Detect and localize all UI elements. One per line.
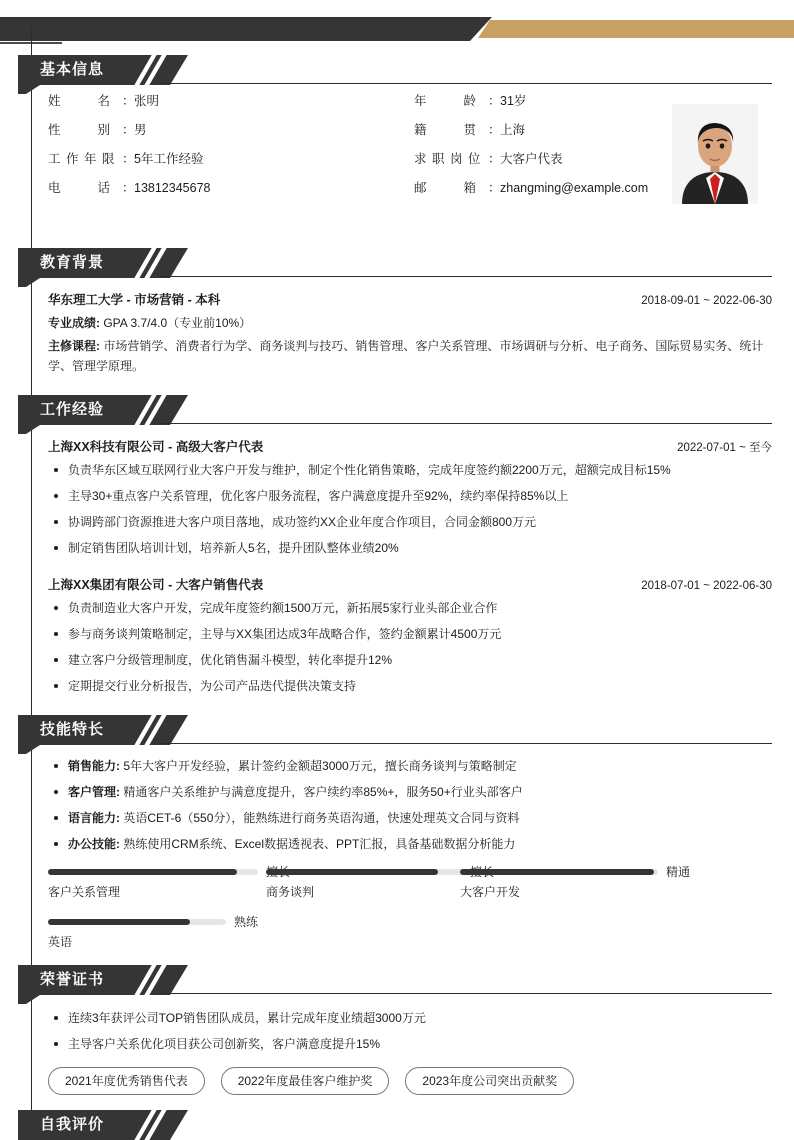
info-row [414,180,648,196]
list-item: 制定销售团队培训计划，培养新人5名，提升团队整体业绩20% [48,535,772,561]
list-item [48,831,772,857]
work-entry [48,437,772,561]
skills-list [48,753,772,857]
section-header-basic [0,55,794,85]
info-row [414,93,526,109]
info-label: 邮 箱 [414,181,481,195]
skill-bar-track [48,919,226,925]
info-colon: ： [488,123,501,137]
skill-bar-fill [460,869,654,875]
education-gpa-value: GPA 3.7/4.0（专业前10%） [103,316,252,330]
section-rule [160,276,772,277]
list-item: 协调跨部门资源推进大客户项目落地，成功签约XX企业年度合作项目，合同金额800万元 [48,509,772,535]
skill-bar-row [48,915,259,949]
banner-gold-bar [478,20,794,38]
work-bullet-list [48,595,772,699]
education-gpa-row [48,313,772,333]
info-value-position: 大客户代表 [500,152,563,166]
section-honors [0,965,794,1088]
section-skills [0,715,794,949]
skill-bar-track [48,869,258,875]
education-gpa-label: 专业成绩: [48,316,100,330]
education-courses-value: 市场营销学、消费者行为学、商务谈判与技巧、销售管理、客户关系管理、市场调研与分析、电子商务、国际贸易实务、统计学、管理学原理。 [48,339,764,373]
basic-info-grid [48,93,772,213]
portrait-photo-icon [672,104,758,204]
info-row [48,93,159,109]
info-label: 年 龄 [414,94,481,108]
skill-bar-name: 大客户开发 [460,885,521,899]
skill-bar-level: 精通 [666,865,691,879]
section-tab-tail [18,995,40,1004]
list-item: 负责华东区域互联网行业大客户开发与维护，制定个性化销售策略，完成年度签约额2200万元，超额完成目标15% [48,457,772,483]
info-value-hometown: 上海 [500,123,526,137]
section-header-honors [0,965,794,995]
info-row [48,151,203,167]
skills-body [48,753,772,967]
section-tab-tail [18,745,40,754]
skill-bars [48,865,772,967]
list-item [48,753,772,779]
list-item [48,805,772,831]
work-body [48,437,772,699]
section-education [0,248,794,373]
info-row [48,122,147,138]
skill-label: 办公技能: [68,837,120,851]
education-date: 2018-09-01 ~ 2022-06-30 [641,295,772,307]
education-courses-row [48,336,772,376]
skill-bar-fill [48,869,237,875]
list-item: 连续3年获评公司TOP销售团队成员，累计完成年度业绩超3000万元 [48,1005,772,1031]
basic-info-body [48,93,772,218]
info-value-experience: 5年工作经验 [134,152,204,166]
skill-bar-name: 客户关系管理 [48,885,121,899]
section-self-evaluation [0,1110,794,1140]
info-colon: ： [122,181,135,195]
info-colon: ： [122,123,135,137]
list-item: 主导客户关系优化项目获公司创新奖，客户满意度提升15% [48,1031,772,1057]
skill-bar-name: 英语 [48,935,73,949]
info-label: 求 职 岗 位 [414,152,482,166]
info-value-age: 31岁 [500,94,527,108]
info-row [414,122,525,138]
info-colon: ： [122,152,135,166]
list-item: 负责制造业大客户开发，完成年度签约额1500万元，新拓展5家行业头部企业合作 [48,595,772,621]
skill-bar-row [460,865,691,899]
honors-body [48,1005,772,1095]
list-item: 参与商务谈判策略制定，主导与XX集团达成3年战略合作，签约金额累计4500万元 [48,621,772,647]
honor-tag-group [48,1067,772,1095]
skill-bar-level: 熟练 [234,915,259,929]
list-item: 建立客户分级管理制度，优化销售漏斗模型，转化率提升12% [48,647,772,673]
info-label: 姓 名 [48,94,115,108]
info-row [414,151,563,167]
info-value-gender: 男 [134,123,147,137]
status-badge[interactable]: 2021年度优秀销售代表 [48,1067,205,1095]
work-entry-header [48,437,772,455]
skill-bar-row [48,869,258,899]
section-title: 自我评价 [40,1116,105,1133]
work-entry-header [48,575,772,593]
info-label: 电 话 [48,181,115,195]
info-label: 籍 贯 [414,123,481,137]
section-header-skills [0,715,794,745]
section-header-work [0,395,794,425]
section-rule [160,83,772,84]
section-rule [160,743,772,744]
skill-text: 5年大客户开发经验，累计签约金额超3000万元，擅长商务谈判与策略制定 [123,759,517,773]
info-colon: ： [488,181,501,195]
skill-bar-name: 商务谈判 [266,885,315,899]
skill-bar-track [266,869,462,875]
education-school: 华东理工大学 - 市场营销 - 本科 [48,293,221,307]
section-tab-tail [18,425,40,434]
work-title: 上海XX科技有限公司 - 高级大客户代表 [48,440,264,454]
list-item: 定期提交行业分析报告，为公司产品迭代提供决策支持 [48,673,772,699]
section-rule [160,993,772,994]
work-date: 2022-07-01 ~ 至今 [677,442,772,454]
work-date: 2018-07-01 ~ 2022-06-30 [641,580,772,592]
vertical-spine-line [31,27,32,1123]
top-banner [0,17,794,41]
info-colon: ： [488,94,501,108]
skill-bar-fill [48,919,190,925]
skill-label: 语言能力: [68,811,120,825]
skill-text: 英语CET-6（550分），能熟练进行商务英语沟通，快速处理英文合同与资料 [123,811,520,825]
work-entry [48,575,772,699]
education-courses-label: 主修课程: [48,339,100,353]
skill-label: 客户管理: [68,785,120,799]
education-entry-header [48,290,772,308]
info-value-phone: 13812345678 [134,181,211,195]
section-tab-tail [18,278,40,287]
section-title: 基本信息 [40,61,105,78]
status-badge[interactable]: 2022年度最佳客户维护奖 [221,1067,390,1095]
skill-bar-row [266,869,462,899]
work-title: 上海XX集团有限公司 - 大客户销售代表 [48,578,264,592]
list-item [48,779,772,805]
section-title: 技能特长 [40,721,105,738]
honors-list [48,1005,772,1057]
banner-dark-bar [0,17,492,41]
info-value-name: 张明 [134,94,160,108]
info-row [48,180,210,196]
skill-bar-fill [266,869,438,875]
section-tab-tail [18,85,40,94]
section-title: 荣誉证书 [40,971,105,988]
section-header-self-evaluation [0,1110,794,1140]
section-rule [160,423,772,424]
avatar [672,104,758,204]
skill-bar-track [460,869,658,875]
info-value-email: zhangming@example.com [500,181,649,195]
skill-text: 熟练使用CRM系统、Excel数据透视表、PPT汇报，具备基础数据分析能力 [123,837,516,851]
section-title: 教育背景 [40,254,105,271]
work-bullet-list [48,457,772,561]
list-item: 主导30+重点客户关系管理，优化客户服务流程，客户满意度提升至92%，续约率保持85%以上 [48,483,772,509]
section-header-education [0,248,794,278]
info-label: 工 作 年 限 [48,152,116,166]
skill-text: 精通客户关系维护与满意度提升，客户续约率85%+，服务50+行业头部客户 [123,785,523,799]
section-work [0,395,794,693]
info-label: 性 别 [48,123,115,137]
section-title: 工作经验 [40,401,105,418]
section-basic-info [0,55,794,195]
skill-label: 销售能力: [68,759,120,773]
info-colon: ： [122,94,135,108]
status-badge[interactable]: 2023年度公司突出贡献奖 [405,1067,574,1095]
info-colon: ： [488,152,501,166]
education-body [48,290,772,376]
